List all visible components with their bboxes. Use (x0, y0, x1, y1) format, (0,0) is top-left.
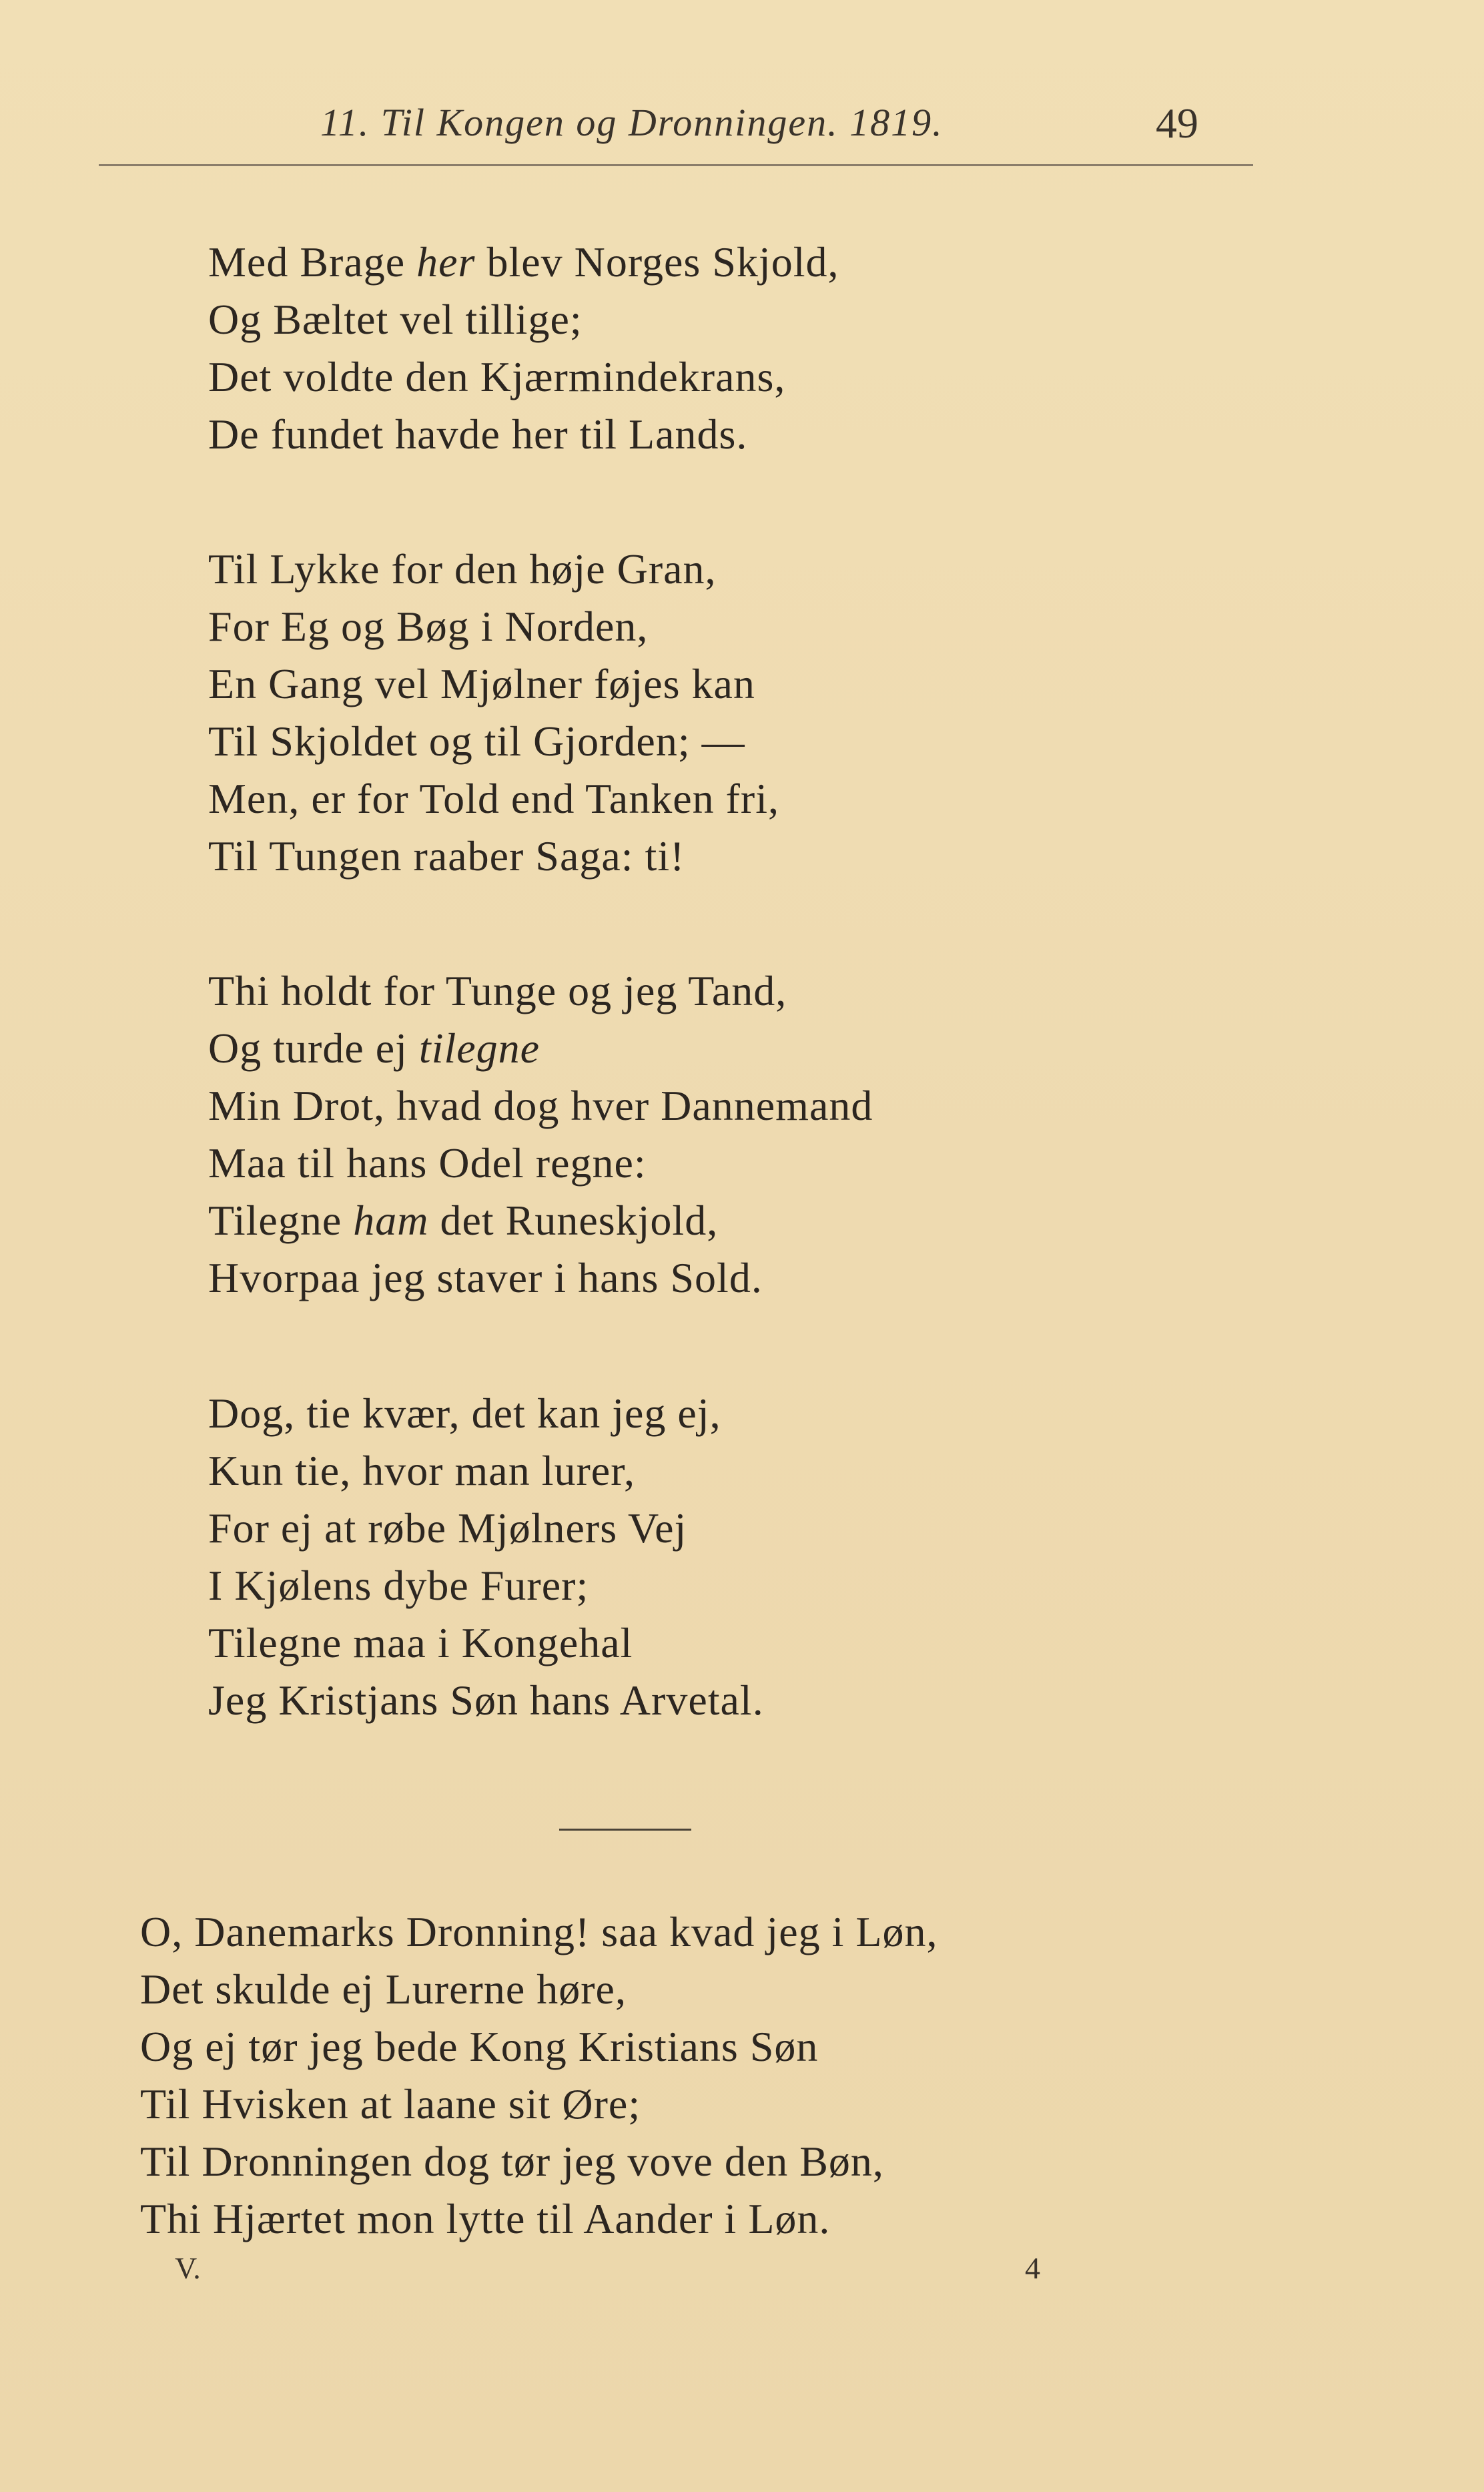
verse-line: For ej at røbe Mjølners Vej (208, 1504, 687, 1552)
verse-line: Til Lykke for den høje Gran, (208, 545, 717, 593)
verse-line: I Kjølens dybe Furer; (208, 1562, 589, 1609)
verse-line: Dog, tie kvær, det kan jeg ej, (208, 1389, 721, 1437)
verse-line: Hvorpaa jeg staver i hans Sold. (208, 1254, 763, 1301)
final-stanza (140, 1903, 1408, 2248)
verse-line: Tilegne maa i Kongehal (208, 1619, 633, 1666)
page-header (0, 93, 1484, 160)
stanza-2 (208, 541, 1343, 885)
signature-number: 4 (1025, 2251, 1040, 2285)
printer-signature (0, 2250, 1484, 2290)
signature-volume: V. (175, 2251, 201, 2285)
verse-line: Jeg Kristjans Søn hans Arvetal. (208, 1676, 764, 1724)
verse-line: O, Danemarks Dronning! saa kvad jeg i Løn, (140, 1908, 938, 1955)
verse-line: For Eg og Bøg i Norden, (208, 603, 649, 650)
page-number: 49 (1156, 99, 1198, 147)
verse-line: Og turde ej tilegne (208, 1024, 540, 1072)
verse-line: Thi Hjærtet mon lytte til Aander i Løn. (140, 2195, 831, 2242)
stanza-4 (208, 1385, 1343, 1729)
verse-line: Tilegne ham det Runeskjold, (208, 1197, 719, 1244)
header-rule (99, 164, 1253, 166)
verse-line: Det voldte den Kjærmindekrans, (208, 353, 786, 400)
verse-line: Til Dronningen dog tør jeg vove den Bøn, (140, 2138, 884, 2185)
verse-line: Til Skjoldet og til Gjorden; — (208, 717, 745, 765)
verse-line: En Gang vel Mjølner føjes kan (208, 660, 755, 707)
verse-line: De fundet havde her til Lands. (208, 410, 748, 458)
stanza-3 (208, 962, 1343, 1307)
verse-line: Med Brage her blev Norges Skjold, (208, 238, 839, 286)
verse-line: Min Drot, hvad dog hver Dannemand (208, 1082, 873, 1129)
verse-line: Til Hvisken at laane sit Øre; (140, 2080, 641, 2128)
stanza-1 (208, 234, 1343, 463)
section-divider (559, 1829, 691, 1831)
verse-line: Og ej tør jeg bede Kong Kristians Søn (140, 2023, 819, 2070)
running-head: 11. Til Kongen og Dronningen. 1819. (320, 101, 944, 144)
verse-line: Men, er for Told end Tanken fri, (208, 775, 779, 822)
verse-line: Det skulde ej Lurerne høre, (140, 1965, 627, 2013)
verse-line: Og Bæltet vel tillige; (208, 296, 583, 343)
verse-line: Til Tungen raaber Saga: ti! (208, 832, 685, 880)
verse-line: Kun tie, hvor man lurer, (208, 1447, 635, 1494)
verse-line: Thi holdt for Tunge og jeg Tand, (208, 967, 787, 1014)
verse-line: Maa til hans Odel regne: (208, 1139, 647, 1187)
